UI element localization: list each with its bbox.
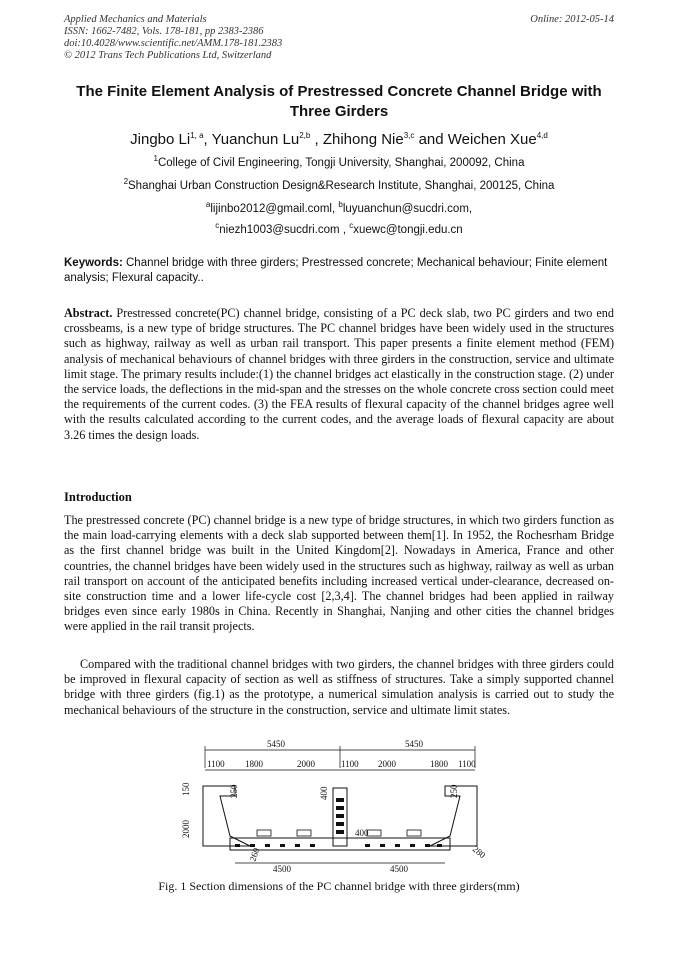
abstract-label: Abstract.	[64, 306, 113, 320]
keywords	[64, 256, 614, 286]
dim-label: 1800	[430, 759, 448, 769]
doi: doi:10.4028/www.scientific.net/AMM.178-181.2383	[64, 38, 283, 49]
email-sup: b	[338, 200, 343, 210]
affiliation-2	[64, 177, 614, 192]
intro-paragraph-1: The prestressed concrete (PC) channel bridge is a new type of bridge structures, in which two girders function as the main load-carrying elements with a deck slab supported between them[1]. In 1952, the Rochesrham Bridge as the first channel bridge was built in the United Kingdom[2]. Nowadays in America, France and other countries, the channel bridges have been widely used in the structures such as highway, railway as well as urban rail transport on account of the anticipated benefits including increased vertical under-clearance, decreased on-site construction time and a lower life-cycle cost [2,3,4]. The channel bridges had been applied in railway bridges even since early 1980s in China. Recently in Shanghai, Nanjing and other cities the channel bridges were applied in the rail transit projects.	[64, 513, 614, 634]
aff-text: College of Civil Engineering, Tongji University, Shanghai, 200092, China	[157, 157, 525, 169]
author-name: Jingbo Li	[130, 131, 191, 148]
author-name: Yuanchun Lu	[211, 131, 300, 148]
dim-label: 250	[449, 784, 459, 798]
dim-label: 280	[470, 843, 488, 861]
affiliation-1	[64, 154, 614, 169]
copyright: © 2012 Trans Tech Publications Ltd, Switzerland	[64, 50, 272, 61]
keywords-text: Channel bridge with three girders; Prestressed concrete; Mechanical behaviour; Finite element analysis; Flexural capacity..	[64, 257, 608, 284]
author-name: Weichen Xue	[447, 131, 537, 148]
abstract	[64, 306, 614, 443]
email-sup: c	[215, 221, 220, 231]
dim-label: 250	[229, 784, 239, 798]
aff-sup: 1	[153, 154, 158, 164]
figure-caption: Fig. 1 Section dimensions of the PC channel bridge with three girders(mm)	[158, 879, 520, 893]
dim-label: 400	[319, 786, 329, 800]
author-sup: 2,b	[299, 131, 311, 140]
dim-label: 2000	[181, 820, 191, 838]
author-sup: 4,d	[536, 131, 548, 140]
dim-label: 2000	[378, 759, 396, 769]
email: lijinbo2012@gmail.coml,	[210, 203, 339, 215]
dim-label: 150	[181, 782, 191, 796]
intro-paragraph-2: Compared with the traditional channel bridges with two girders, the channel bridges with three girders could be improved in flexural capacity of section as well as stiffness of structures. Take a simply supported channel bridge with three girders (fig.1) as the prototype, a numerical simulation analysis is carried out to study the mechanical behaviours of the structure in the construction, service and ultimate limit states.	[64, 657, 614, 717]
email-sup: a	[205, 200, 211, 210]
dim-label: 1100	[341, 759, 359, 769]
email-sup: c	[349, 221, 354, 231]
left-girder	[203, 786, 250, 846]
dim-label: 1800	[245, 759, 263, 769]
emails-line-2	[64, 221, 614, 236]
issn: ISSN: 1662-7482, Vols. 178-181, pp 2383-2386	[64, 26, 264, 37]
dim-label: 5450	[267, 739, 285, 749]
paper-title: The Finite Element Analysis of Prestressed Concrete Channel Bridge with Three Girders	[76, 83, 602, 120]
dim-label: 2000	[297, 759, 315, 769]
email: niezh1003@sucdri.com ,	[219, 224, 350, 236]
author-list	[64, 131, 614, 148]
dim-label: 1100	[458, 759, 476, 769]
tendons	[235, 798, 442, 847]
dim-label: 400	[355, 828, 369, 838]
dim-label: 4500	[273, 864, 291, 873]
online-date: Online: 2012-05-14	[530, 14, 614, 25]
dim-label: 1100	[207, 759, 225, 769]
dim-label: 260	[247, 846, 262, 863]
author-sup: 3,c	[403, 131, 415, 140]
abstract-text: Prestressed concrete(PC) channel bridge, consisting of a PC deck slab, two PC girders and two end crossbeams, is a new type of bridge structures. The PC channel bridges have been widely used in the structures such as highway, railway as well as urban rail transport. This paper presents a finite element method (FEM) analysis of mechanical behaviours of channel bridges with three girders in the construction, service and ultimate limit stage. The primary results include:(1) the channel bridges act elastically in the construction stage. (2) under the service loads, the deflections in the mid-span and the stresses on the whole concrete cross section could meet the requirements of the current codes. (3) the FEA results of flexural capacity of the channel bridges agree well with the results calculated according to the current codes, and the average loads of flexural capacity are about 3.26 times the design loads.	[64, 306, 614, 442]
dim-label: 5450	[405, 739, 423, 749]
email: luyuanchun@sucdri.com,	[342, 203, 473, 215]
author-sep: ,	[203, 131, 212, 148]
journal-header	[64, 14, 282, 62]
bridge-section-figure	[175, 738, 505, 873]
section-heading: Introduction	[64, 490, 132, 504]
author-sep: and	[414, 131, 448, 148]
author-name: Zhihong Nie	[322, 131, 404, 148]
emails-line-1	[64, 200, 614, 215]
journal-name: Applied Mechanics and Materials	[64, 14, 207, 25]
dim-label: 4500	[390, 864, 408, 873]
email: xuewc@tongji.edu.cn	[353, 224, 463, 236]
author-sup: 1, a	[190, 131, 204, 140]
aff-sup: 2	[123, 177, 129, 187]
keywords-label: Keywords:	[64, 257, 123, 269]
author-sep: ,	[310, 131, 323, 148]
deck-slab	[230, 838, 450, 850]
aff-text: Shanghai Urban Construction Design&Research Institute, Shanghai, 200125, China	[128, 180, 555, 192]
